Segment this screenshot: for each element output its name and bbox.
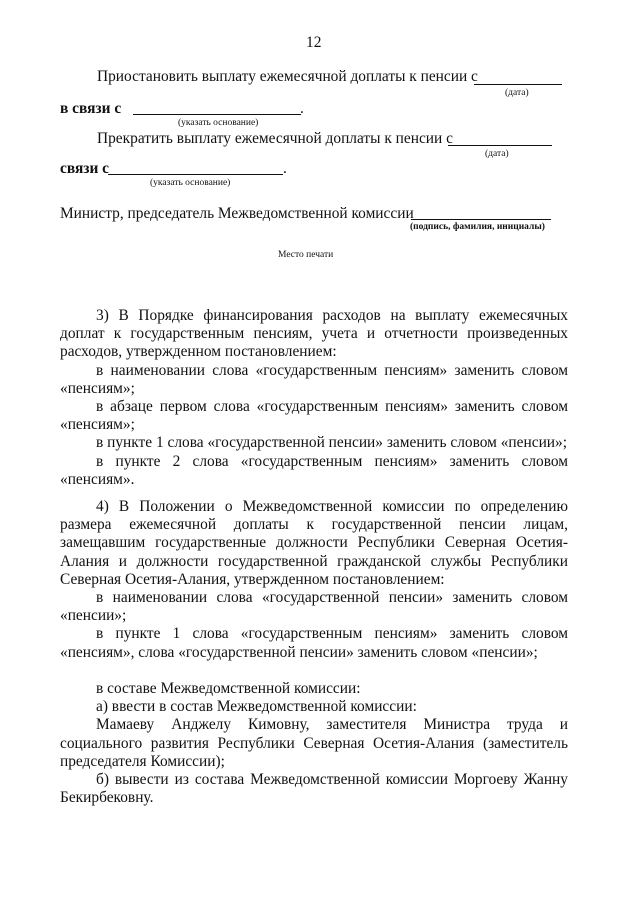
composition-section (60, 680, 568, 807)
basis-line-2 (108, 174, 283, 175)
composition-item-b: б) вывести из состава Межведомственной комиссии Моргоеву Жанну Бекирбековну. (60, 771, 568, 807)
section-4-item-2: в пункте 1 слова «государственным пенсиям» заменить словом «пенсиям», слова «государственной пенсии» заменить словом «пенсии»; (60, 625, 568, 661)
section-3-item-1: в наименовании слова «государственным пенсиям» заменить словом «пенсиям»; (60, 361, 568, 397)
suspend-date-line (474, 84, 562, 85)
connection-label-2: связи с (60, 160, 109, 177)
basis-line (133, 114, 301, 115)
basis-caption: (указать основание) (178, 118, 259, 128)
section-4 (60, 498, 568, 662)
section-3-item-4: в пункте 2 слова «государственным пенсиям» заменить словом «пенсиям». (60, 452, 568, 488)
minister-text: Министр, председатель Межведомственной комиссии (60, 205, 414, 222)
composition-a-person: Мамаеву Анджелу Кимовну, заместителя Министра труда и социального развития Республики Северная Осетия-Алания (заместитель председателя Комиссии); (60, 716, 568, 770)
suspend-line-text: Приостановить выплату ежемесячной доплаты к пенсии с (97, 68, 478, 85)
basis-period-2: . (283, 160, 287, 177)
in-connection-label: в связи с (60, 100, 122, 117)
terminate-line-text: Прекратить выплату ежемесячной доплаты к пенсии с (97, 130, 453, 147)
composition-heading: в составе Межведомственной комиссии: (96, 680, 361, 697)
section-3-item-2: в абзаце первом слова «государственным пенсиям» заменить словом «пенсиям»; (60, 398, 568, 434)
signature-caption: (подпись, фамилия, инициалы) (410, 222, 545, 232)
section-3-item-3: в пункте 1 слова «государственной пенсии» заменить словом «пенсии»; (96, 434, 568, 452)
basis-period: . (300, 100, 304, 117)
signature-line (411, 219, 551, 220)
terminate-date-line (448, 145, 552, 146)
section-3 (60, 307, 568, 489)
basis-caption-2: (указать основание) (150, 178, 231, 188)
date-caption: (дата) (505, 88, 529, 98)
seal-text: Место печати (278, 250, 334, 260)
section-4-item-1: в наименовании слова «государственной пенсии» заменить словом «пенсии»; (60, 589, 568, 625)
page-number: 12 (306, 34, 322, 51)
composition-item-a: а) ввести в состав Межведомственной комиссии: (96, 698, 417, 716)
section-4-intro: 4) В Положении о Межведомственной комиссии по определению размера ежемесячной доплаты к государственной пенсии лицам, замещавшим государственные должности Республики Северная Осетия-Алания и должности государственной гражданской службы Республики Северная Осетия-Алания, утвержденном постановлением: (60, 498, 568, 588)
date-caption-2: (дата) (485, 149, 509, 159)
section-3-intro: 3) В Порядке финансирования расходов на выплату ежемесячных доплат к государственным пенсиям, учета и отчетности произведенных расходов, утвержденном постановлением: (60, 307, 568, 361)
